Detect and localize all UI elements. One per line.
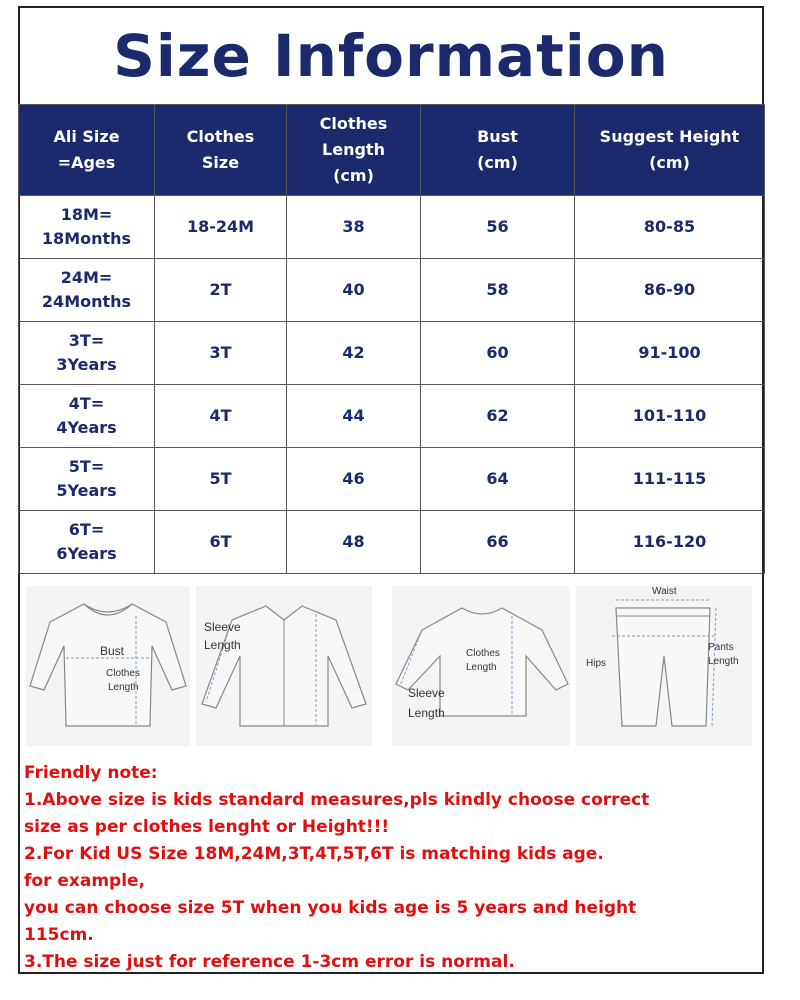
cell-bust: 66 [421, 511, 575, 574]
friendly-notes [24, 760, 760, 976]
size-chart-frame [18, 6, 764, 974]
sleeve-label: Sleeve [408, 686, 445, 700]
cell-ali-size: 6T= 6Years [19, 511, 155, 574]
length-label: Length [466, 662, 497, 673]
cell-bust: 58 [421, 259, 575, 322]
note-line: 1.Above size is kids standard measures,pls kindly choose correct [24, 790, 650, 810]
cell-ali-size: 18M= 18Months [19, 196, 155, 259]
note-line: you can choose size 5T when you kids age is 5 years and height [24, 898, 637, 918]
cell-bust: 60 [421, 322, 575, 385]
cell-clothes-size: 2T [155, 259, 287, 322]
hips-label: Hips [586, 658, 607, 669]
cell-clothes-size: 18-24M [155, 196, 287, 259]
cell-length: 40 [287, 259, 421, 322]
cell-clothes-size: 6T [155, 511, 287, 574]
cell-bust: 62 [421, 385, 575, 448]
table-row [19, 196, 765, 259]
header-suggest-height: Suggest Height (cm) [575, 105, 765, 196]
sleeve-label: Sleeve [204, 620, 241, 634]
table-row [19, 385, 765, 448]
pants-diagram [576, 586, 752, 746]
cell-clothes-size: 4T [155, 385, 287, 448]
cell-ali-size: 5T= 5Years [19, 448, 155, 511]
clothes-label: Clothes [466, 648, 500, 659]
cell-ali-size: 4T= 4Years [19, 385, 155, 448]
table-row [19, 259, 765, 322]
cell-ali-size: 3T= 3Years [19, 322, 155, 385]
header-clothes-size: Clothes Size [155, 105, 287, 196]
measurement-illustrations [20, 576, 762, 754]
pants-label: Pants [708, 642, 734, 653]
length-label: Length [708, 656, 739, 667]
note-line: size as per clothes lenght or Height!!! [24, 817, 390, 837]
cell-length: 38 [287, 196, 421, 259]
cell-height: 116-120 [575, 511, 765, 574]
header-bust: Bust (cm) [421, 105, 575, 196]
tshirt-icon [26, 586, 190, 746]
cell-bust: 56 [421, 196, 575, 259]
note-line: 115cm. [24, 925, 94, 945]
sleeve-length-label: Length [204, 638, 241, 652]
cell-length: 44 [287, 385, 421, 448]
waist-label: Waist [652, 586, 677, 597]
dress-shirt-diagram [196, 586, 372, 746]
cell-clothes-size: 3T [155, 322, 287, 385]
sleeve-length-label: Length [408, 706, 445, 720]
length-label: Length [108, 682, 139, 693]
header-ali-size: Ali Size =Ages [19, 105, 155, 196]
cell-height: 91-100 [575, 322, 765, 385]
table-row [19, 511, 765, 574]
cell-ali-size: 24M= 24Months [19, 259, 155, 322]
table-header-row [19, 105, 765, 196]
cell-length: 48 [287, 511, 421, 574]
note-line: for example, [24, 871, 146, 891]
cell-height: 101-110 [575, 385, 765, 448]
size-table [18, 104, 765, 574]
page-title: Size Information [113, 22, 669, 90]
table-row [19, 322, 765, 385]
dress-shirt-icon [196, 586, 372, 746]
bust-label: Bust [100, 644, 125, 658]
note-line: 3.The size just for reference 1-3cm error is normal. [24, 952, 515, 972]
raglan-diagram [392, 586, 570, 746]
cell-bust: 64 [421, 448, 575, 511]
tshirt-diagram [26, 586, 190, 746]
note-heading: Friendly note: [24, 763, 158, 783]
clothes-label: Clothes [106, 668, 140, 679]
cell-height: 111-115 [575, 448, 765, 511]
cell-length: 42 [287, 322, 421, 385]
cell-height: 86-90 [575, 259, 765, 322]
cell-clothes-size: 5T [155, 448, 287, 511]
header-clothes-length: Clothes Length (cm) [287, 105, 421, 196]
cell-length: 46 [287, 448, 421, 511]
cell-height: 80-85 [575, 196, 765, 259]
note-line: 2.For Kid US Size 18M,24M,3T,4T,5T,6T is matching kids age. [24, 844, 604, 864]
table-row [19, 448, 765, 511]
